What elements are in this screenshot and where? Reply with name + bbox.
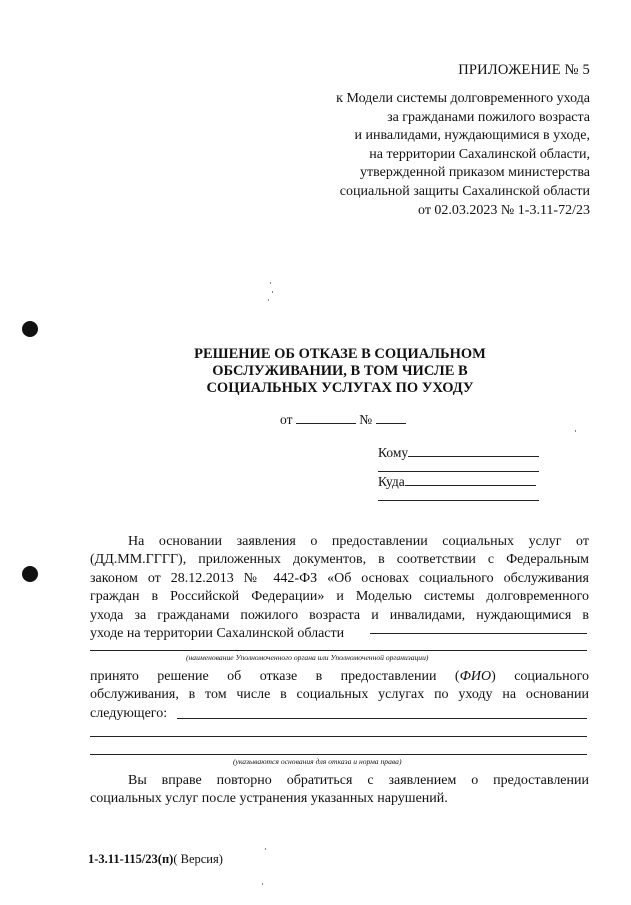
annex-line: и инвалидами, нуждающимися в уходе, — [354, 128, 590, 144]
punch-hole-top — [22, 321, 38, 337]
grounds-blank[interactable] — [177, 718, 587, 719]
annex-line: за гражданами пожилого возраста — [387, 109, 590, 125]
paragraph-line — [90, 790, 589, 808]
scan-speck — [265, 848, 266, 850]
title-line: РЕШЕНИЕ ОБ ОТКАЗЕ В СОЦИАЛЬНОМ — [194, 346, 486, 362]
decision-text: ) социального — [491, 669, 589, 684]
to-label: Кому — [378, 445, 409, 460]
paragraph-line: На основании заявления о предоставлении социальных услуг от — [128, 534, 589, 549]
authority-blank-line[interactable] — [90, 650, 587, 651]
paragraph-line-text: уходе на территории Сахалинской области — [90, 626, 345, 642]
paragraph-line — [90, 625, 589, 643]
where-blank-continued[interactable] — [378, 500, 539, 501]
decision-text: принято решение об отказе в предоставлении ( — [90, 669, 460, 684]
paragraph-line — [90, 705, 589, 723]
number-blank[interactable] — [376, 412, 406, 424]
to-blank[interactable] — [408, 445, 539, 457]
number-label: № — [359, 412, 373, 427]
to-row — [378, 445, 539, 461]
scan-speck — [270, 282, 271, 284]
document-code-version: ( Версия) — [173, 852, 223, 866]
paragraph-line: законом от 28.12.2013 № 442-ФЗ «Об основах социального обслуживания — [90, 570, 589, 586]
scan-speck — [575, 430, 576, 432]
grounds-caption: (указываются основания для отказа и норма права) — [233, 757, 402, 766]
paragraph-reapply — [90, 772, 589, 809]
paragraph-line: ухода за гражданами пожилого возраста и инвалидами, нуждающимися в — [90, 607, 589, 623]
where-row — [378, 474, 536, 490]
to-blank-continued[interactable] — [378, 471, 539, 472]
paragraph-line: обслуживания, в том числе в социальных услугах по уходу на основании — [90, 687, 589, 703]
scan-speck — [272, 291, 273, 293]
document-title — [150, 346, 530, 397]
scan-speck — [268, 299, 269, 301]
annex-reference — [290, 90, 590, 220]
annex-line: утвержденной приказом министерства — [359, 165, 590, 181]
paragraph-basis — [90, 533, 589, 643]
title-line: СОЦИАЛЬНЫХ УСЛУГАХ ПО УХОДУ — [206, 380, 474, 396]
annex-line: социальной защиты Сахалинской области — [339, 183, 590, 199]
paragraph-decision — [90, 668, 589, 723]
where-blank[interactable] — [405, 474, 536, 486]
paragraph-line: граждан в Российской Федерации» и Моделью системы долговременного — [90, 589, 589, 605]
where-label: Куда — [378, 474, 405, 489]
authority-blank[interactable] — [370, 633, 587, 634]
annex-line: к Модели системы долговременного ухода — [336, 91, 590, 106]
grounds-blank-line[interactable] — [90, 754, 587, 755]
document-code-number: 1-3.11-115/23(п) — [88, 852, 174, 866]
fio-placeholder: ФИО — [459, 669, 492, 684]
annex-line: на территории Сахалинской области, — [369, 146, 590, 162]
paragraph-line: Вы вправе повторно обратиться с заявлением о предоставлении — [128, 773, 589, 788]
annex-title: ПРИЛОЖЕНИЕ № 5 — [458, 62, 590, 78]
date-number-line — [280, 412, 406, 428]
annex-line: от 02.03.2023 № 1-3.11-72/23 — [418, 202, 590, 218]
from-label: от — [280, 412, 293, 427]
paragraph-line-text: социальных услуг после устранения указанных нарушений. — [90, 791, 448, 807]
scan-speck — [262, 883, 263, 885]
punch-hole-bottom — [22, 566, 38, 582]
document-code — [88, 852, 223, 867]
paragraph-line — [90, 668, 589, 686]
authority-caption: (наименование Уполномоченного органа или Уполномоченной организации) — [186, 653, 429, 662]
paragraph-line-text: следующего: — [90, 705, 168, 721]
date-blank[interactable] — [296, 412, 356, 424]
title-line: ОБСЛУЖИВАНИИ, В ТОМ ЧИСЛЕ В — [212, 363, 468, 379]
grounds-blank-line[interactable] — [90, 736, 587, 737]
paragraph-line: (ДД.ММ.ГГГГ), приложенных документов, в соответствии с Федеральным — [90, 552, 589, 568]
